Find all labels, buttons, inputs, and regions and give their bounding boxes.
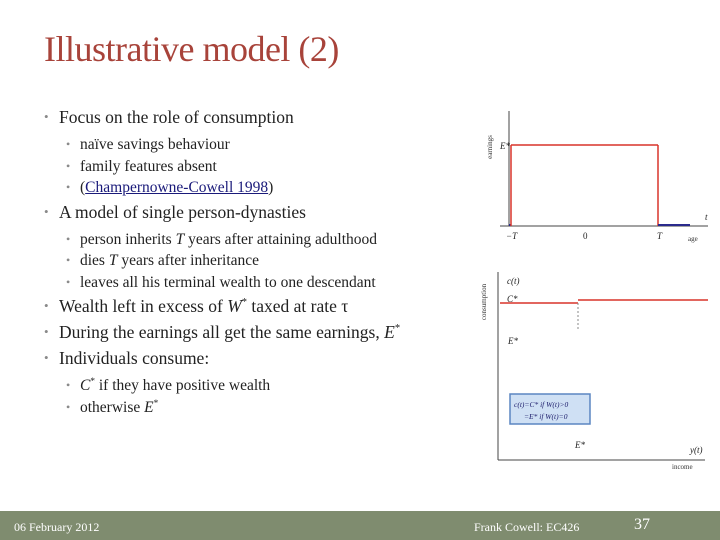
footer-author: Frank Cowell: EC426 — [474, 520, 580, 534]
bullet-earnings: • During the earnings all get the same earnings, E* — [44, 321, 484, 343]
bullet-leaves: • leaves all his terminal wealth to one descendant — [44, 272, 484, 294]
bullet-consume-c: • C* if they have positive wealth — [44, 375, 484, 397]
bullet-citation: • (Champernowne-Cowell 1998) — [44, 177, 484, 199]
consumption-axis-label: consumption — [480, 283, 488, 321]
earnings-tick-minus-t: −T — [506, 231, 518, 241]
consumption-rule-line2: =E* if W(t)=0 — [524, 412, 568, 421]
earnings-diagram — [480, 105, 716, 255]
bullet-list — [44, 106, 484, 418]
bullet-naive-savings: • naïve savings behaviour — [44, 134, 484, 156]
bullet-consume: • Individuals consume: — [44, 347, 484, 369]
consumption-rule-line1: c(t)=C* if W(t)>0 — [514, 400, 569, 409]
consumption-c-label: C* — [507, 294, 518, 304]
earnings-tick-t: T — [657, 231, 663, 241]
earnings-level-label: E* — [500, 141, 510, 151]
earnings-axis-label: earnings — [486, 135, 494, 159]
earnings-x-label: age — [688, 235, 698, 243]
consumption-diagram — [480, 268, 716, 473]
consumption-x-label: income — [672, 463, 693, 471]
consumption-curve-label: c(t) — [507, 276, 520, 286]
consumption-bottom-e-label: E* — [575, 440, 585, 450]
earnings-time-var: t — [705, 212, 708, 222]
consumption-e-label: E* — [508, 336, 518, 346]
page-number: 37 — [634, 516, 650, 533]
bullet-focus: • Focus on the role of consumption — [44, 106, 484, 128]
citation-link[interactable]: Champernowne-Cowell 1998 — [85, 179, 269, 196]
footer-date: 06 February 2012 — [14, 520, 100, 534]
bullet-family-absent: • family features absent — [44, 156, 484, 178]
slide-footer — [0, 511, 720, 540]
bullet-consume-e: • otherwise E* — [44, 397, 484, 419]
slide-title: Illustrative model (2) — [44, 29, 339, 69]
bullet-dies: • dies T years after inheritance — [44, 250, 484, 272]
bullet-wealth-tax: • Wealth left in excess of W* taxed at rate τ — [44, 295, 484, 317]
bullet-inherits: • person inherits T years after attaining adulthood — [44, 229, 484, 251]
consumption-income-var: y(t) — [690, 445, 703, 455]
bullet-model: • A model of single person-dynasties — [44, 201, 484, 223]
earnings-tick-zero: 0 — [583, 231, 588, 241]
